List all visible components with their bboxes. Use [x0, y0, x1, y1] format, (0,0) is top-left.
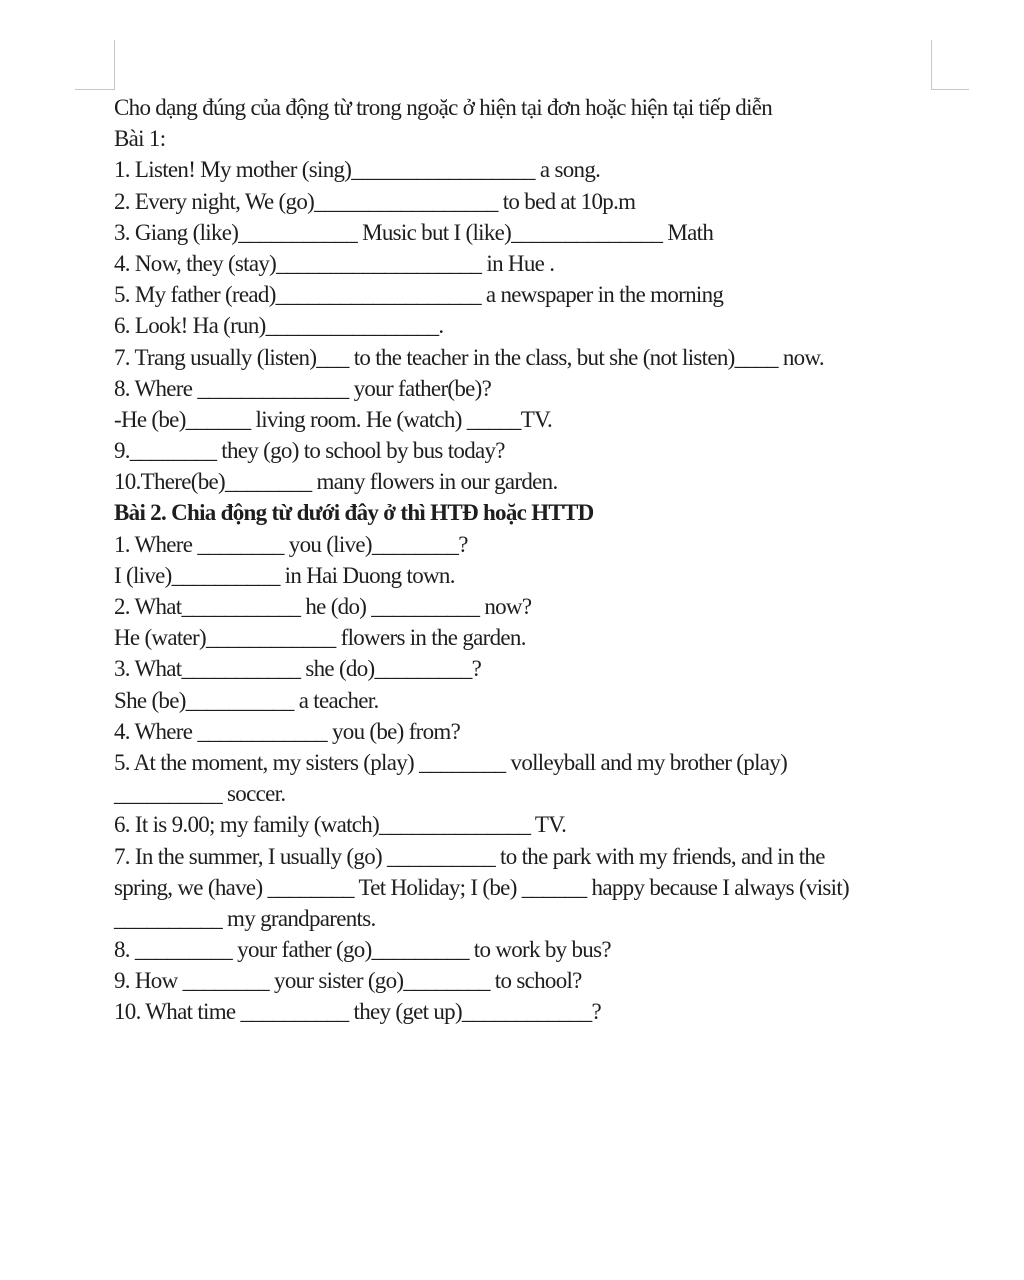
exercise-2-item: 9. How ________ your sister (go)________ to school? — [114, 968, 582, 994]
exercise-2-item: 5. At the moment, my sisters (play) ________ volleyball and my brother (play) — [114, 749, 788, 775]
exercise-1-item: 1. Listen! My mother (sing)_________________ a song. — [114, 157, 601, 183]
exercise-1-item: 9.________ they (go) to school by bus today? — [114, 438, 505, 464]
exercise-1-title: Bài 1: — [114, 126, 166, 152]
exercise-2-item: I (live)__________ in Hai Duong town. — [114, 562, 455, 588]
document-body — [114, 92, 936, 1028]
exercise-1-item: 2. Every night, We (go)_________________ to bed at 10p.m — [114, 188, 636, 214]
exercise-1-item: 4. Now, they (stay)___________________ in Hue . — [114, 250, 555, 276]
crop-mark-left-vertical — [114, 40, 115, 90]
exercise-2-item: 4. Where ____________ you (be) from? — [114, 718, 461, 744]
crop-mark-right-vertical — [931, 40, 932, 90]
exercise-1-item: 5. My father (read)___________________ a newspaper in the morning — [114, 282, 724, 308]
crop-mark-right-horizontal — [931, 89, 969, 90]
exercise-2-item: spring, we (have) ________ Tet Holiday; I (be) ______ happy because I always (visit) — [114, 874, 850, 900]
exercise-2-item: __________ soccer. — [114, 781, 286, 807]
exercise-1-item: 7. Trang usually (listen)___ to the teacher in the class, but she (not listen)____ now. — [114, 344, 824, 370]
exercise-2-title: Bài 2. Chia động từ dưới đây ở thì HTĐ hoặc HTTD — [114, 500, 594, 526]
exercise-2-item: 3. What___________ she (do)_________? — [114, 656, 482, 682]
instruction-text: Cho dạng đúng của động từ trong ngoặc ở hiện tại đơn hoặc hiện tại tiếp diễn — [114, 95, 773, 120]
exercise-1-item: 6. Look! Ha (run)________________. — [114, 313, 444, 339]
exercise-1-item: -He (be)______ living room. He (watch) _____TV. — [114, 406, 553, 432]
exercise-2-item: 2. What___________ he (do) __________ now? — [114, 594, 532, 619]
exercise-2-item: 10. What time __________ they (get up)____________? — [114, 999, 602, 1025]
exercise-2-item: __________ my grandparents. — [114, 905, 376, 931]
exercise-1-item: 8. Where ______________ your father(be)? — [114, 375, 492, 401]
exercise-2-item: He (water)____________ flowers in the garden. — [114, 625, 526, 651]
crop-mark-left-horizontal — [75, 89, 115, 90]
exercise-2-item: She (be)__________ a teacher. — [114, 687, 379, 713]
exercise-2-item: 6. It is 9.00; my family (watch)______________ TV. — [114, 812, 567, 838]
exercise-1-item: 3. Giang (like)___________ Music but I (like)______________ Math — [114, 219, 714, 245]
exercise-2-item: 7. In the summer, I usually (go) __________ to the park with my friends, and in the — [114, 843, 825, 869]
exercise-2-item: 1. Where ________ you (live)________? — [114, 531, 468, 557]
exercise-2-item: 8. _________ your father (go)_________ to work by bus? — [114, 937, 611, 963]
exercise-1-item: 10.There(be)________ many flowers in our garden. — [114, 469, 558, 495]
